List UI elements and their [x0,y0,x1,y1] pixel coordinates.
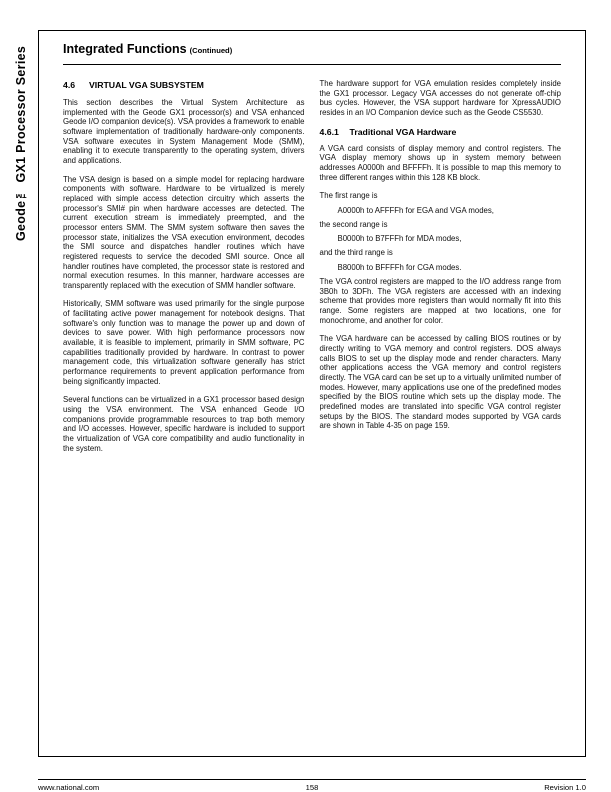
page-header [39,31,585,58]
paragraph-control-registers: The VGA control registers are mapped to the I/O address range from 3B0h to 3DFh. The VGA registers are accessed with an indexing scheme that provides more registers than would normally fit into this range. Some registers are mapped at two locations, one for monochrome, and another for color. [319,277,561,325]
right-column [320,79,562,440]
footer-website: www.national.com [38,783,100,792]
page-number: 158 [305,783,319,792]
subsection-title: Traditional VGA Hardware [349,126,457,137]
section-title: VIRTUAL VGA SUBSYSTEM [89,80,204,90]
footer-row [38,783,586,792]
range-2-address: B0000h to B7FFFh for MDA modes, [337,234,462,243]
left-column [63,79,305,462]
footer-revision: Revision 1.0 [544,783,586,792]
paragraph-vga-card: A VGA card consists of display memory and control registers. The VGA display memory shows up in system memory between addresses A0000h and BFFFFh. It is possible to map this memory to three different ranges within this 128 KB block. [319,143,561,182]
range-1-address: A0000h to AFFFFh for EGA and VGA modes, [337,205,494,215]
header-title: Integrated Functions [63,42,187,56]
paragraph-smm-history: Historically, SMM software was used primarily for the single purpose of facilitating active power management for notebook designs. That software's only function was to manage the power up and down of devices to save power. With high performance processors now available, it is feasible to implement, primarily in SMM software, PC capabilities traditionally provided by hardware. In contrast to power management code, this virtualization software generally has strict performance requirements to prevent application performance from being significantly impacted. [63,299,305,386]
paragraph-vsa-design: The VSA design is based on a simple model for replacing hardware components with software. Hardware to be virtualized is merely replaced with simple access detection circuitry which asserts the processor's SMI# pin when hardware accesses are detected. The current execution stream is immediately preempted, and the processor enters SMM. The SMM system software then saves the processor state, initializes the VSA execution environment, decodes the SMI source and dispatches handler routines which have registered requests to service the decoded SMI source. Once all handler routines have completed, the processor state is restored and normal execution resumes. In this manner, hardware accesses are transparently replaced with the execution of SMM handler software. [63,174,305,290]
subsection-heading-4-6-1 [320,127,562,137]
section-number: 4.6 [63,80,76,90]
two-column-body [39,65,585,462]
range-1-intro: The first range is [319,191,378,201]
footer-divider [38,779,586,780]
series-title-vertical: Geode™ GX1 Processor Series [14,45,28,241]
page-footer [38,779,586,792]
range-3-intro: and the third range is [319,248,393,258]
section-heading-4-6 [63,80,305,90]
subsection-number: 4.6.1 [319,126,339,137]
page-border-frame [38,30,586,757]
paragraph-vga-access: The VGA hardware can be accessed by calling BIOS routines or by directly writing to VGA memory and control registers. DOS always calls BIOS to set up the display mode and render characters. Many other applications access the VGA memory and control registers directly. The VGA card can be set up to a virtually unlimited number of modes. However, many applications use one of the predefined modes specified by the BIOS routine which sets up the display mode. The predefined modes are translated into specific VGA control register setups by the BIOS. The standard modes supported by VGA cards are shown in Table 4-35 on page 159. [319,334,561,431]
header-continued-label: (Continued) [189,46,233,55]
paragraph-virtualized-functions: Several functions can be virtualized in a GX1 processor based design using the VSA environment. The VSA enhanced Geode I/O companions provide programmable resources to trap both memory and I/O accesses. However, specific hardware is included to support the virtualization of VGA core compatibility and audio functionality in the system. [63,395,305,453]
paragraph-vga-emulation: The hardware support for VGA emulation resides completely inside the GX1 processor. Legacy VGA accesses do not generate off-chip bus cycles. However, the VSA support hardware for XpressAUDIO resides in an I/O Companion device such as the Geode CS5530. [319,79,561,117]
paragraph-vsa-overview: This section describes the Virtual System Architecture as implemented with the Geode GX1 processor(s) and VSA enhanced Geode I/O companion device(s). VSA provides a framework to enable software implementation of traditionally hardware-only components. VSA software executes in System Management Mode (SMM), enabling it to execute transparently to the operating system, drivers and applications. [63,98,305,165]
range-3-address: B8000h to BFFFFh for CGA modes. [337,262,462,272]
range-2-intro: the second range is [319,219,388,229]
